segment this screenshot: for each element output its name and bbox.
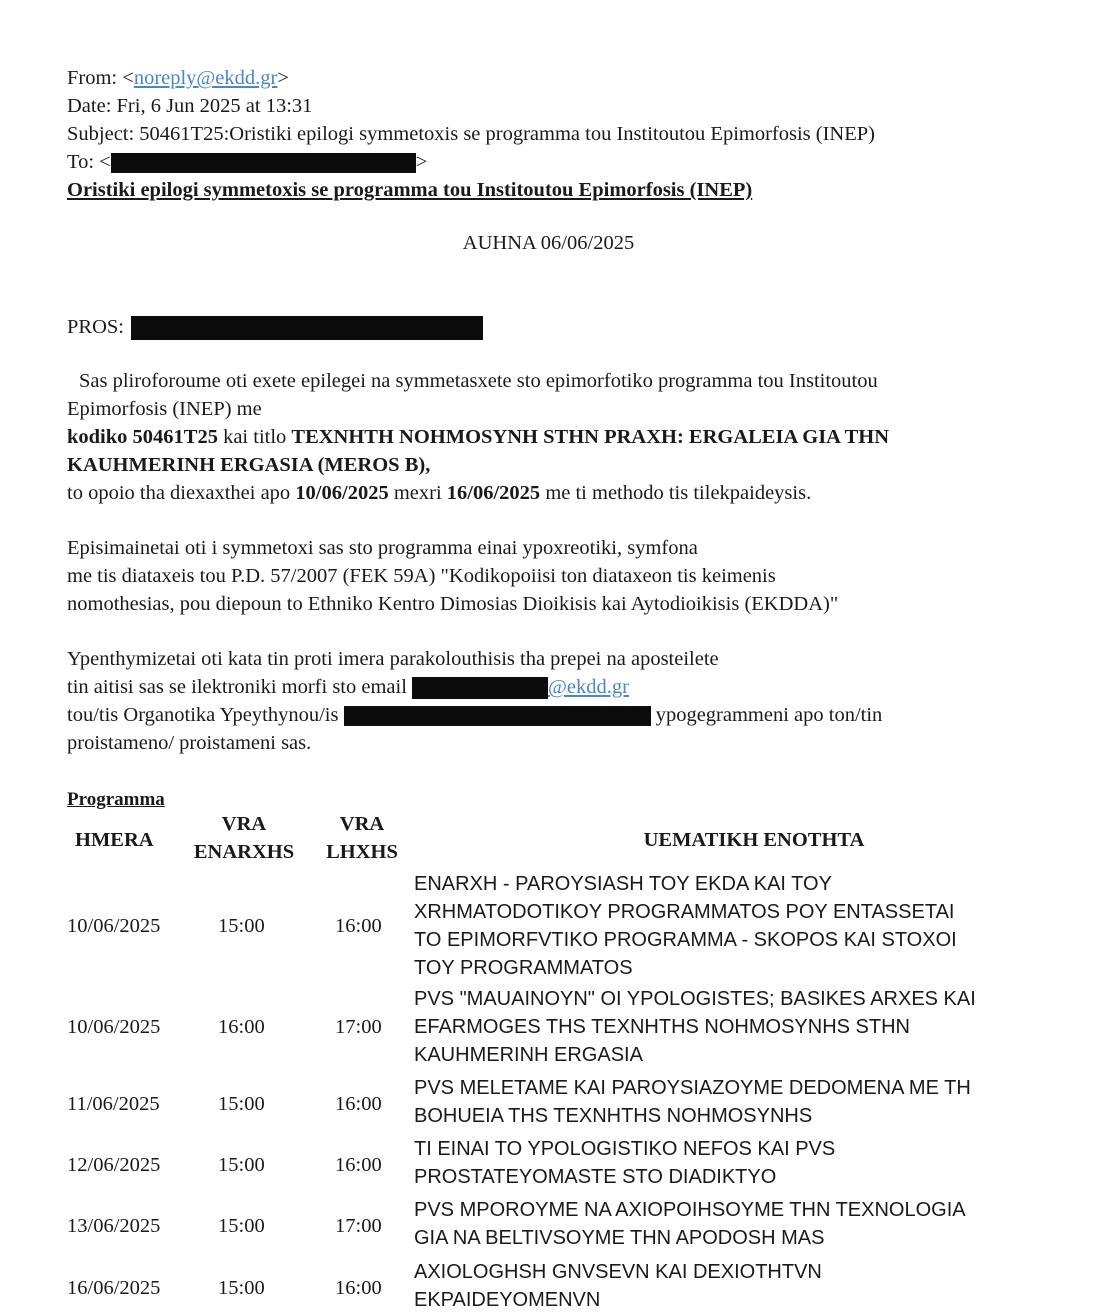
header-start-1: VRA [221,813,267,835]
start-date: 10/06/2025 [295,482,389,504]
redacted-email-user [412,677,548,699]
topic-line: PROSTATEYOMASTE STO DIADIKTYO [414,1166,777,1188]
row-topic [414,870,1094,982]
row-date: 10/06/2025 [67,915,161,937]
from-line: From: <noreply@ekdd.gr> [67,67,289,89]
p1-line1: Sas pliroforoume oti exete epilegei na symmetasxete sto epimorfotiko programma tou Institoutou [79,370,878,392]
row-start: 15:00 [218,915,265,937]
row-topic [414,985,1094,1069]
p1-line5-c: me ti methodo tis tilekpaideysis. [540,482,812,504]
p1-mid: kai titlo [217,426,292,448]
topic-line: PVS "MAUAINOYN" OI YPOLOGISTES; BASIKES ARXES KAI [414,988,976,1010]
header-day: HMERA [75,829,154,851]
p3-line2 [67,673,882,701]
email-header [67,64,875,204]
topic-line: ENARXH - PAROYSIASH TOY EKDA KAI TOY [414,873,832,895]
p3-line3-a: tou/tis Organotika Ypeythynou/is [67,704,339,726]
p1-line5 [67,479,889,507]
course-title-1: TEXNHTH NOHMOSYNH STHN PRAXH: ERGALEIA GIA THN [291,426,890,448]
row-start: 15:00 [218,1154,265,1176]
row-end: 17:00 [335,1215,382,1237]
email-domain-link[interactable]: @ekdd.gr [548,676,629,698]
p2-line1: Episimainetai oti i symmetoxi sas sto programma einai ypoxreotiki, symfona [67,537,698,559]
p1-line5-b: mexri [388,482,447,504]
redacted-recipient [131,316,483,340]
topic-line: KAUHMERINH ERGASIA [414,1044,643,1066]
row-start: 15:00 [218,1277,265,1299]
topic-line: PVS MELETAME KAI PAROYSIAZOYME DEDOMENA ME TH [414,1077,971,1099]
topic-line: BOHUEIA THS TEXNHTHS NOHMOSYNHS [414,1105,813,1127]
p3-line2-text: tin aitisi sas se ilektroniki morfi sto email [67,676,407,698]
pros-label: PROS: [67,316,124,338]
row-end: 16:00 [335,1154,382,1176]
topic-line: TI EINAI TO YPOLOGISTIKO NEFOS KAI PVS [414,1138,836,1160]
header-end-1: VRA [339,813,385,835]
row-end: 16:00 [335,1277,382,1299]
topic-line: EKPAIDEYOMENVN [414,1289,601,1311]
row-end: 16:00 [335,915,382,937]
row-date: 10/06/2025 [67,1016,161,1038]
p1-line3 [67,423,889,451]
course-title-2: KAUHMERINH ERGASIA (MEROS B), [67,454,431,476]
p1-line5-a: to opoio tha diexaxthei apo [67,482,296,504]
topic-line: EFARMOGES THS TEXNHTHS NOHMOSYNHS STHN [414,1016,910,1038]
row-start: 16:00 [218,1016,265,1038]
paragraph-reminder [67,645,882,757]
p2-line2: me tis diataxeis tou P.D. 57/2007 (FEK 59A) "Kodikopoiisi ton diataxeon tis keimenis [67,565,776,587]
topic-line: XRHMATODOTIKOY PROGRAMMATOS POY ENTASSETAI [414,901,955,923]
to-line: To: < > [67,151,428,173]
row-date: 12/06/2025 [67,1154,161,1176]
topic-line: TOY PROGRAMMATOS [414,957,633,979]
header-topic: UEMATIKH ENOTHTA [643,829,865,851]
p3-line4: proistameno/ proistameni sas. [67,732,312,754]
header-end-2: LHXHS [326,841,398,863]
date-line: Date: Fri, 6 Jun 2025 at 13:31 [67,95,313,117]
row-date: 13/06/2025 [67,1215,161,1237]
topic-line: AXIOLOGHSH GNVSEVN KAI DEXIOTHTVN [414,1261,822,1283]
header-end [317,810,407,866]
document-title: Oristiki epilogi symmetoxis se programma tou Institoutou Epimorfosis (INEP) [67,179,753,201]
row-topic [414,1074,1094,1130]
end-date: 16/06/2025 [446,482,541,504]
row-topic [414,1196,1094,1252]
subject-line: Subject: 50461T25:Oristiki epilogi symmetoxis se programma tou Institoutou Epimorfosis (INEP) [67,123,875,145]
row-end: 16:00 [335,1093,382,1115]
redacted-officer-name [344,706,651,726]
paragraph-obligation [67,534,838,618]
row-topic [414,1135,1094,1191]
p3-line1: Ypenthymizetai oti kata tin proti imera parakolouthisis tha prepei na aposteilete [67,648,719,670]
row-date: 11/06/2025 [67,1093,160,1115]
topic-line: PVS MPOROYME NA AXIOPOIHSOYME THN TEXNOLOGIA [414,1199,966,1221]
row-date: 16/06/2025 [67,1277,161,1299]
header-start-2: ENARXHS [193,841,295,863]
topic-line: GIA NA BELTIVSOYME THN APODOSH MAS [414,1227,825,1249]
redacted-to-address [111,153,416,173]
place-date: AUHNA 06/06/2025 [462,232,635,254]
from-email-link[interactable]: noreply@ekdd.gr [133,67,278,89]
p1-line2: Epimorfosis (INEP) me [67,398,262,420]
row-topic [414,1258,1094,1314]
row-end: 17:00 [335,1016,382,1038]
header-start [179,810,309,866]
p2-line3: nomothesias, pou diepoun to Ethniko Kentro Dimosias Dioikisis kai Aytodioikisis (EKDDA)" [67,593,839,615]
recipient-line [67,313,483,341]
course-code: kodiko 50461T25 [67,426,218,448]
paragraph-selection [67,367,889,507]
row-start: 15:00 [218,1215,265,1237]
topic-line: TO EPIMORFVTIKO PROGRAMMA - SKOPOS KAI STOXOI [414,929,957,951]
from-label: From: [67,67,118,89]
row-start: 15:00 [218,1093,265,1115]
to-label: To: [67,151,95,173]
p3-line3 [67,701,882,729]
schedule-title: Programma [67,789,165,810]
p3-line3-b: ypogegrammeni apo ton/tin [655,704,883,726]
